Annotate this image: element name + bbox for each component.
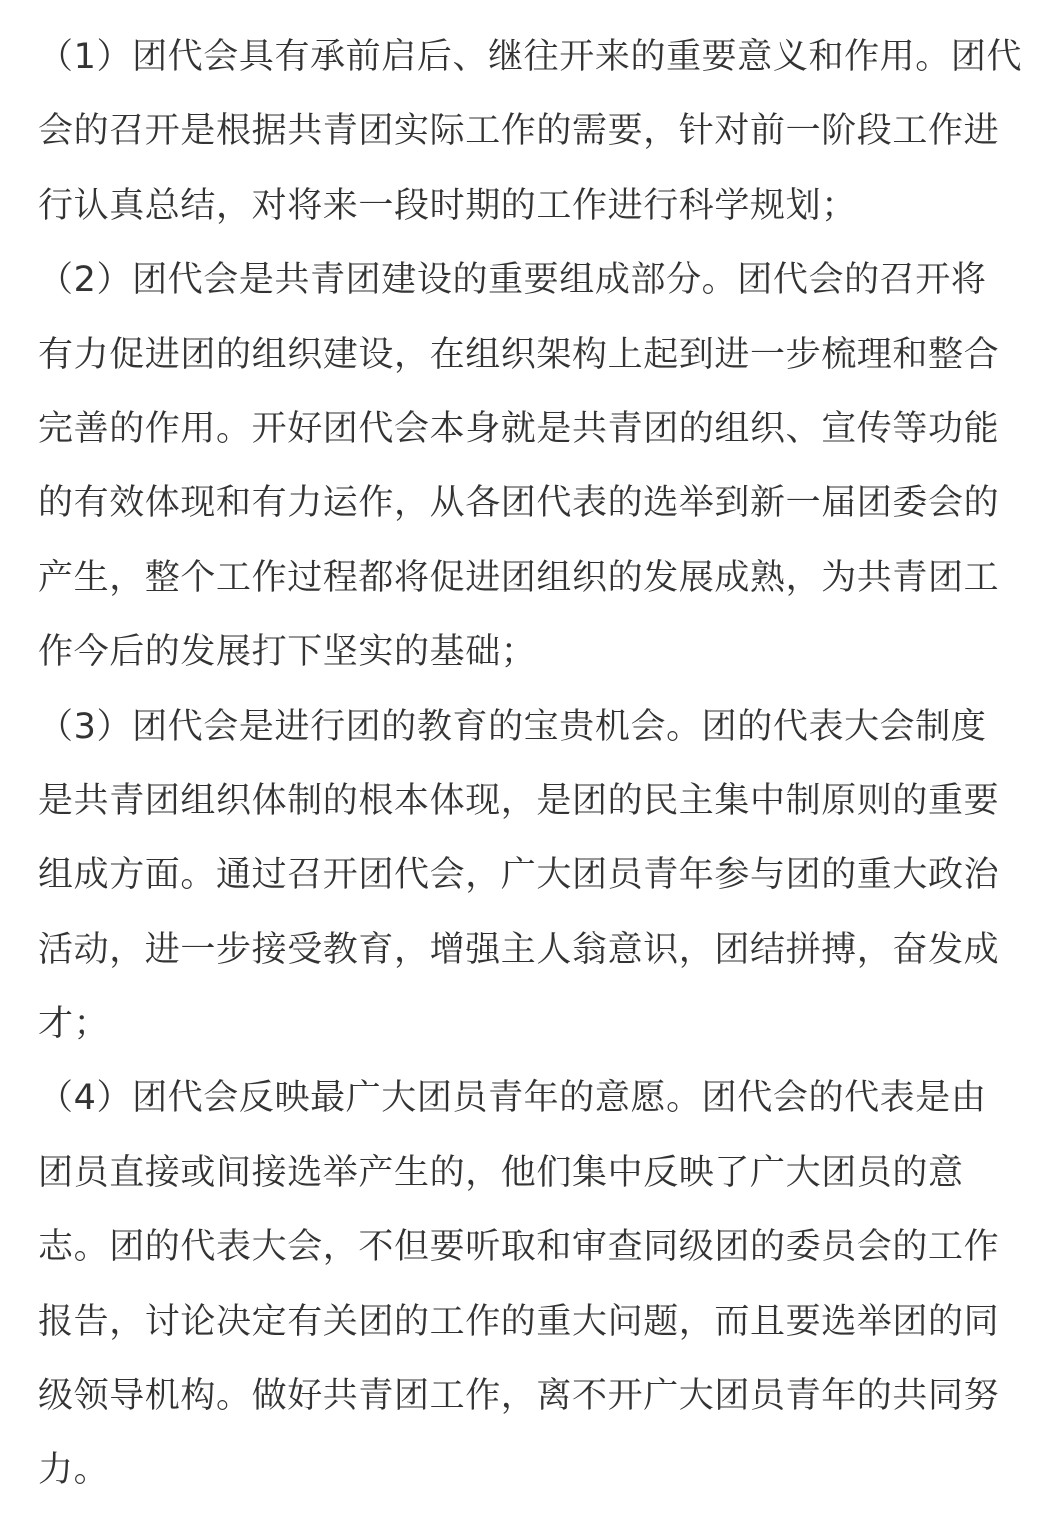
text-line: 活动，进一步接受教育，增强主人翁意识，团结拼搏，奋发成 <box>38 929 1000 970</box>
paragraph-4 <box>38 1061 1030 1507</box>
text-line: （1）团代会具有承前启后、继往开来的重要意义和作用。团代 <box>38 37 1023 77</box>
text-line: （2）团代会是共青团建设的重要组成部分。团代会的召开将 <box>38 260 987 301</box>
paragraph-2 <box>38 243 1030 689</box>
text-line: 级领导机构。做好共青团工作，离不开广大团员青年的共同努 <box>38 1376 1000 1417</box>
text-line: （4）团代会反映最广大团员青年的意愿。团代会的代表是由 <box>38 1078 987 1119</box>
text-line: 团员直接或间接选举产生的，他们集中反映了广大团员的意 <box>38 1152 964 1193</box>
text-line: 力。 <box>38 1450 110 1491</box>
article-body <box>38 20 1030 1508</box>
text-line: （3）团代会是进行团的教育的宝贵机会。团的代表大会制度 <box>38 706 987 747</box>
text-line: 的有效体现和有力运作，从各团代表的选举到新一届团委会的 <box>38 483 1000 524</box>
text-line: 完善的作用。开好团代会本身就是共青团的组织、宣传等功能 <box>38 408 1000 449</box>
text-line: 行认真总结，对将来一段时期的工作进行科学规划； <box>38 185 857 226</box>
text-line: 才； <box>38 1004 110 1045</box>
text-line: 志。团的代表大会，不但要听取和审查同级团的委员会的工作 <box>38 1227 1000 1268</box>
text-line: 产生，整个工作过程都将促进团组织的发展成熟，为共青团工 <box>38 557 1000 598</box>
text-line: 报告，讨论决定有关团的工作的重大问题，而且要选举团的同 <box>38 1301 1000 1342</box>
text-line: 有力促进团的组织建设，在组织架构上起到进一步梳理和整合 <box>38 334 1000 375</box>
text-line: 是共青团组织体制的根本体现，是团的民主集中制原则的重要 <box>38 780 1000 821</box>
text-line: 作今后的发展打下坚实的基础； <box>38 632 537 673</box>
paragraph-1 <box>38 20 1030 243</box>
text-line: 组成方面。通过召开团代会，广大团员青年参与团的重大政治 <box>38 855 1000 896</box>
paragraph-3 <box>38 690 1030 1062</box>
text-line: 会的召开是根据共青团实际工作的需要，针对前一阶段工作进 <box>38 111 1000 152</box>
